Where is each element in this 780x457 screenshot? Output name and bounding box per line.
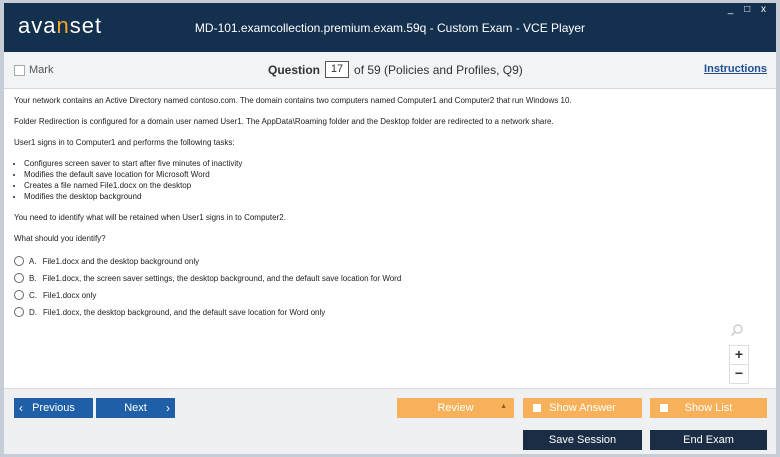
- app-window: [4, 3, 776, 454]
- radio-icon[interactable]: [14, 273, 24, 283]
- answer-option-b[interactable]: [14, 271, 754, 285]
- task-item: • Modifies the default save location for Microsoft Word: [24, 169, 754, 180]
- end-exam-button[interactable]: End Exam: [650, 430, 767, 450]
- app-logo: avanset: [18, 13, 103, 38]
- radio-icon[interactable]: [14, 256, 24, 266]
- option-letter: D.: [29, 307, 37, 317]
- instructions-link[interactable]: Instructions: [704, 63, 767, 75]
- question-content: [14, 95, 754, 322]
- question-label: Question: [268, 62, 321, 77]
- review-label: Review: [437, 402, 474, 414]
- answer-option-d[interactable]: [14, 305, 754, 319]
- window-title: MD-101.examcollection.premium.exam.59q - Custom Exam - VCE Player: [194, 21, 586, 35]
- question-info: [268, 61, 523, 78]
- checkbox-icon: [660, 404, 668, 412]
- question-prompt: What should you identify?: [14, 234, 106, 243]
- option-letter: C.: [29, 290, 37, 300]
- task-item: • Creates a file named File1.docx on the desktop: [24, 180, 754, 191]
- question-paragraph: Folder Redirection is configured for a domain user named User1. The AppData\Roaming folder and the Desktop folder are redirected to a network share.: [14, 117, 554, 126]
- radio-icon[interactable]: [14, 307, 24, 317]
- navigation-bar: [4, 388, 776, 454]
- task-item: • Modifies the desktop background: [24, 191, 754, 202]
- radio-icon[interactable]: [14, 290, 24, 300]
- checkbox-icon: [533, 404, 541, 412]
- show-list-button[interactable]: [650, 398, 767, 418]
- triangle-up-icon: ▲: [500, 403, 507, 410]
- question-of-label: of 59 (Policies and Profiles, Q9): [354, 62, 523, 77]
- option-letter: A.: [29, 256, 37, 266]
- chevron-left-icon: ‹: [19, 401, 23, 415]
- next-button[interactable]: [96, 398, 175, 418]
- save-session-button[interactable]: Save Session: [523, 430, 642, 450]
- question-bar: [4, 52, 776, 89]
- close-icon[interactable]: x: [761, 4, 770, 15]
- task-item: • Configures screen saver to start after five minutes of inactivity: [24, 158, 754, 169]
- answer-option-a[interactable]: [14, 254, 754, 268]
- answer-option-c[interactable]: [14, 288, 754, 302]
- zoom-out-button[interactable]: −: [729, 364, 749, 384]
- mark-checkbox[interactable]: [14, 64, 53, 76]
- window-controls: [728, 4, 770, 15]
- show-answer-button[interactable]: [523, 398, 642, 418]
- option-text: File1.docx and the desktop background only: [42, 256, 200, 266]
- checkbox-icon[interactable]: [14, 65, 25, 76]
- show-answer-label: Show Answer: [549, 402, 616, 414]
- next-label: Next: [124, 402, 147, 414]
- mark-label: Mark: [29, 64, 54, 76]
- task-list: [14, 158, 754, 202]
- review-button[interactable]: [397, 398, 514, 418]
- show-list-label: Show List: [684, 402, 733, 414]
- option-letter: B.: [29, 273, 37, 283]
- question-paragraph: You need to identify what will be retained when User1 signs in to Computer2.: [14, 213, 286, 222]
- minimize-icon[interactable]: _: [727, 4, 738, 15]
- zoom-in-button[interactable]: +: [729, 345, 749, 365]
- question-number-input[interactable]: 17: [325, 61, 349, 78]
- option-text: File1.docx only: [43, 290, 97, 300]
- previous-label: Previous: [32, 402, 75, 414]
- search-icon: [730, 323, 744, 337]
- previous-button[interactable]: [14, 398, 93, 418]
- chevron-right-icon: ›: [166, 401, 170, 415]
- question-paragraph: User1 signs in to Computer1 and performs the following tasks:: [14, 138, 235, 147]
- option-text: File1.docx, the screen saver settings, the desktop background, and the default save location for Word: [42, 273, 402, 283]
- maximize-icon[interactable]: □: [744, 4, 755, 15]
- option-text: File1.docx, the desktop background, and the default save location for Word only: [43, 307, 326, 317]
- question-paragraph: Your network contains an Active Directory named contoso.com. The domain contains two computers named Computer1 and Computer2 that run Windows 10.: [14, 96, 572, 105]
- title-bar: [4, 3, 776, 52]
